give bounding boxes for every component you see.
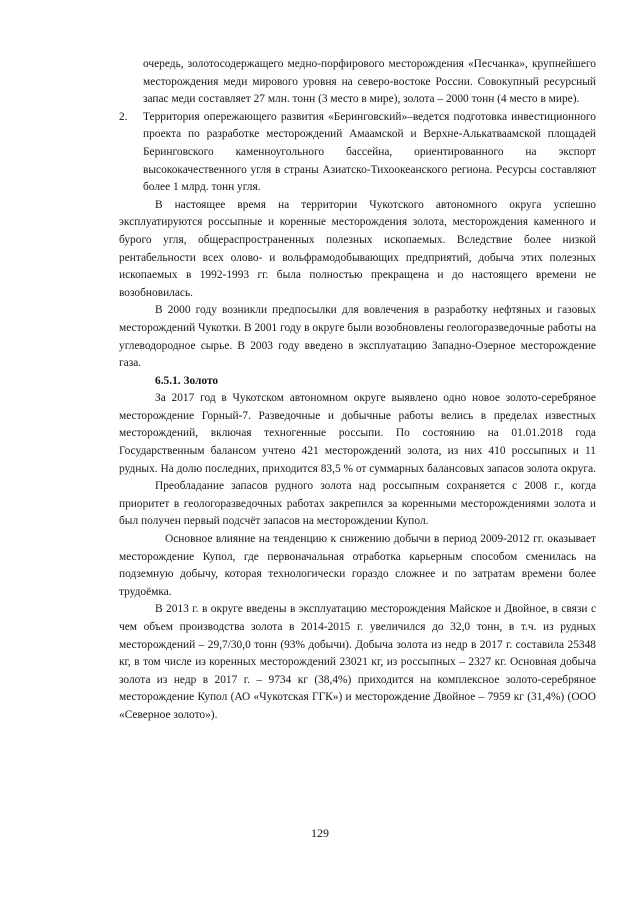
list-item-2 — [119, 109, 596, 197]
continued-paragraph: очередь, золотосодержащего медно-порфирового месторождения «Песчанка», крупнейшего месторождения меди мирового уровня на северо-востоке России. Совокупный ресурсный запас меди составляет 27 млн. тонн (3 место в мире), золота – 2000 тонн (4 место в мире). — [143, 58, 596, 106]
paragraph-decline: Основное влияние на тенденцию к снижению добычи в период 2009-2012 гг. оказывает месторождение Купол, где первоначальная отработка карьерным способом сменилась на подземную добычу, которая технологически гораздо сложнее и по затратам времени более трудоёмка. — [119, 533, 596, 598]
section-heading: 6.5.1. Золото — [155, 374, 219, 387]
paragraph-gold-2017: За 2017 год в Чукотском автономном округе выявлено одно новое золото-серебряное месторождение Горный-7. Разведочные и добычные работы велись в пределах известных месторождений, включая техногенные россыпи. По состоянию на 01.01.2018 года Государственным балансом учтено 421 месторождений золота, из них 410 россыпных и 11 рудных. На долю последних, приходится 83,5 % от суммарных балансовых запасов золота округа. — [119, 392, 596, 475]
paragraph-oil-gas: В 2000 году возникли предпосылки для вовлечения в разработку нефтяных и газовых месторождений Чукотки. В 2001 году в округе были возобновлены геологоразведочные работы на углеводородное сырье. В 2003 году введено в эксплуатацию Западно-Озерное месторождение газа. — [119, 304, 596, 370]
list-item-text: Территория опережающего развития «Беринговский»–ведется подготовка инвестиционного проекта по разработке месторождений Амаамской и Верхне-Алькатваамской площадей Беринговского каменноугольного бассейна, ориентированного на экспорт высококачественного угля в страны Азиатско-Тихоокеанского региона. Ресурсы составляют более 1 млрд. тонн угля. — [143, 110, 596, 194]
page-number: 129 — [311, 826, 329, 840]
paragraph-deposits: В настоящее время на территории Чукотского автономного округа успешно эксплуатируются россыпные и коренные месторождения золота, месторождения каменного и бурого угля, общераспространенных полезных ископаемых. Вследствие более низкой рентабельности всех олово- и вольфрамодобывающих предприятий, добыча этих полезных ископаемых в 1992-1993 гг. была полностью прекращена и до настоящего времени не возобновилась. — [119, 198, 596, 299]
list-item-number: 2. — [119, 110, 128, 123]
paragraph-production: В 2013 г. в округе введены в эксплуатацию месторождения Майское и Двойное, в связи с чем объем производства золота в 2014-2015 г. увеличился до 32,0 тонн, в т.ч. из рудных месторождений – 29,7/30,0 тонн (93% добычи). Добыча золота из недр в 2017 г. составила 25348 кг, в том числе из коренных месторождений 23021 кг, из россыпных – 2327 кг. Основная добыча золота из недр в 2017 г. – 9734 кг (38,4%) приходится на комплексное золото-серебряное месторождение Купол (АО «Чукотская ГГК») и месторождение Двойное – 7959 кг (31,4%) (ООО «Северное золото»). — [119, 603, 596, 721]
page-content — [119, 56, 596, 725]
paragraph-ore-predominance: Преобладание запасов рудного золота над россыпным сохраняется с 2008 г., когда приоритет в геологоразведочных работах закрепился за коренными месторождениями золота и был получен первый подсчёт запасов на месторождении Купол. — [119, 480, 596, 528]
